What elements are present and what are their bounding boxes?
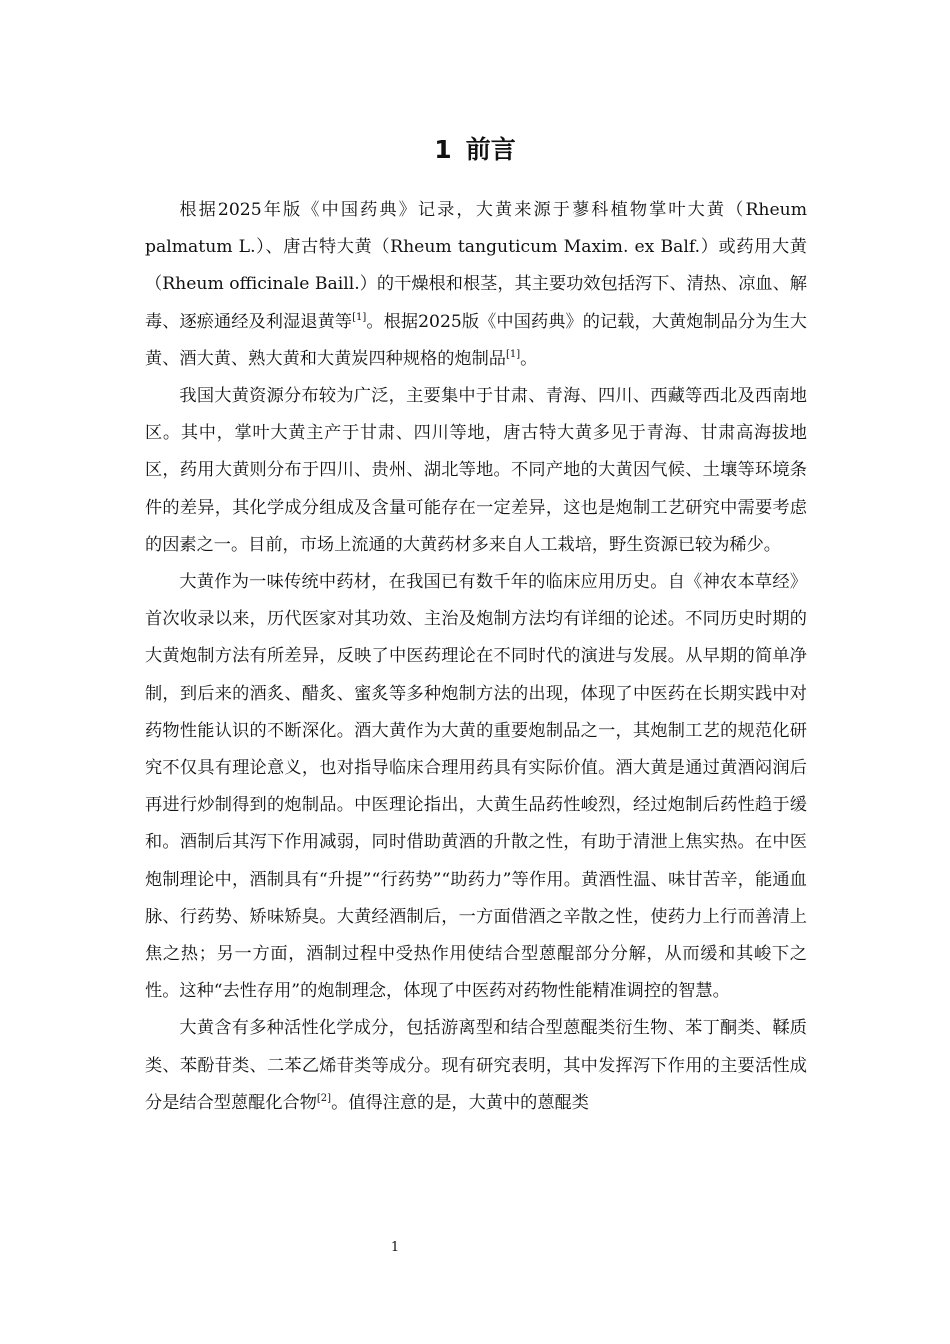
paragraph — [145, 564, 807, 1010]
section-heading — [0, 130, 950, 170]
paragraph-text: 根据2025年版《中国药典》记录，大黄来源于蓼科植物掌叶大黄（Rheum palmatum L.）、唐古特大黄（Rheum tanguticum Maxim. ex Balf.）或药用大黄（Rheum officinale Baill.）的干燥根和根茎，其主要功效包括泻下、清热、凉血、解毒、逐瘀通经及利湿退黄等 — [145, 200, 807, 332]
section-title: 前言 — [465, 135, 516, 164]
body-text — [145, 192, 807, 1122]
paragraph-text: 。值得注意的是，大黄中的蒽醌类 — [331, 1092, 589, 1113]
paragraph — [145, 1010, 807, 1122]
section-number: 1 — [434, 135, 452, 164]
citation-reference: [2] — [316, 1092, 332, 1104]
paragraph-text: 大黄作为一味传统中药材，在我国已有数千年的临床应用历史。自《神农本草经》首次收录以来，历代医家对其功效、主治及炮制方法均有详细的论述。不同历史时期的大黄炮制方法有所差异，反映了中医药理论在不同时代的演进与发展。从早期的简单净制，到后来的酒炙、醋炙、蜜炙等多种炮制方法的出现，体现了中医药在长期实践中对药物性能认识的不断深化。酒大黄作为大黄的重要炮制品之一，其炮制工艺的规范化研究不仅具有理论意义，也对指导临床合理用药具有实际价值。酒大黄是通过黄酒闷润后再进行炒制得到的炮制品。中医理论指出，大黄生品药性峻烈，经过炮制后药性趋于缓和。酒制后其泻下作用减弱，同时借助黄酒的升散之性，有助于清泄上焦实热。在中医炮制理论中，酒制具有“升提”“行药势”“助药力”等作用。黄酒性温、味甘苦辛，能通血脉、行药势、矫味矫臭。大黄经酒制后，一方面借酒之辛散之性，使药力上行而善清上焦之热；另一方面，酒制过程中受热作用使结合型蒽醌部分分解，从而缓和其峻下之性。这种“去性存用”的炮制理念，体现了中医药对药物性能精准调控的智慧。 — [145, 572, 807, 1002]
paragraph — [145, 378, 807, 564]
citation-reference: [1] — [505, 348, 521, 360]
paragraph-text: 我国大黄资源分布较为广泛，主要集中于甘肃、青海、四川、西藏等西北及西南地区。其中，掌叶大黄主产于甘肃、四川等地，唐古特大黄多见于青海、甘肃高海拔地区，药用大黄则分布于四川、贵州、湖北等地。不同产地的大黄因气候、土壤等环境条件的差异，其化学成分组成及含量可能存在一定差异，这也是炮制工艺研究中需要考虑的因素之一。目前，市场上流通的大黄药材多来自人工栽培，野生资源已较为稀少。 — [145, 386, 807, 555]
paragraph-text: 。 — [520, 348, 538, 369]
paragraph-text: 大黄含有多种活性化学成分，包括游离型和结合型蒽醌类衍生物、苯丁酮类、鞣质类、苯酚苷类、二苯乙烯苷类等成分。现有研究表明，其中发挥泻下作用的主要活性成分是结合型蒽醌化合物 — [145, 1018, 807, 1113]
paragraph — [145, 192, 807, 378]
page-number: 1 — [390, 1240, 400, 1255]
citation-reference: [1] — [352, 311, 367, 323]
paragraph-text: 。根据2025版《中国药典》的记载，大黄炮制品分为生大黄、酒大黄、熟大黄和大黄炭四种规格的炮制品 — [145, 311, 807, 369]
